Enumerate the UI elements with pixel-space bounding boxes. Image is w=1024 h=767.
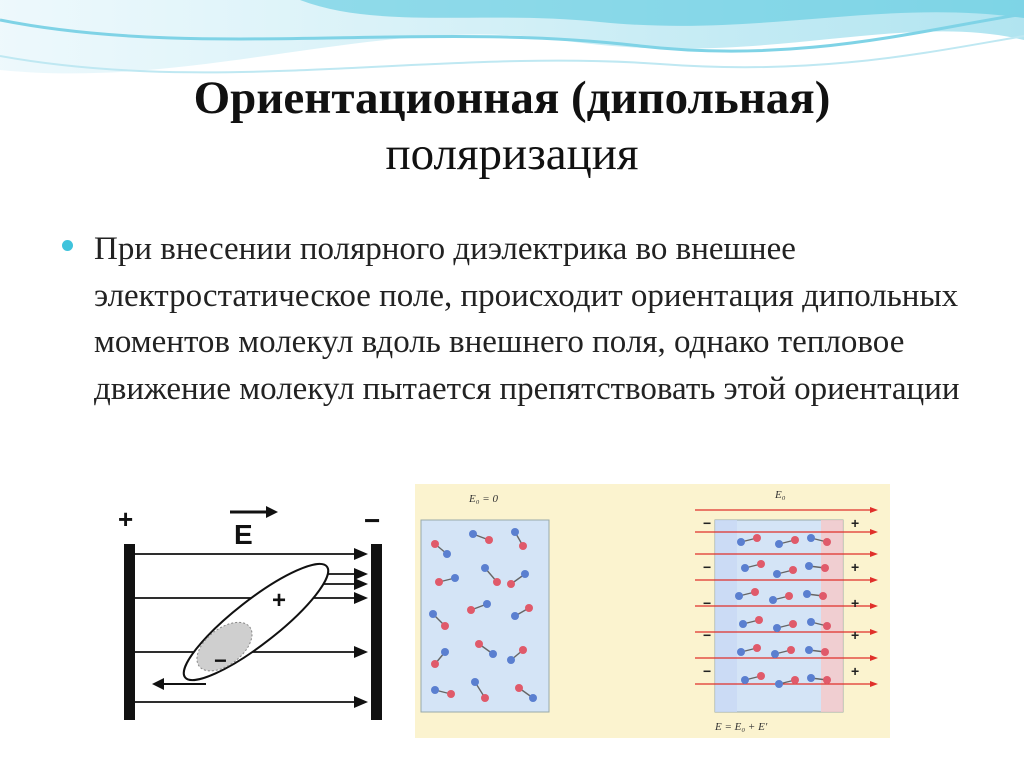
bullet-text: При внесении полярного диэлектрика во внешнее электростатическое поле, происходит ориентация дипольных моментов молекул вдоль внешнего поля, однако тепловое движение молекул пытается препятствовать этой ориентации <box>94 231 960 407</box>
plate-minus-sign: − <box>364 505 381 536</box>
title-line-2: поляризация <box>385 128 639 180</box>
label-resulting-field: E = E₀ + E′ <box>715 721 768 733</box>
surface-charge-sign: − <box>703 627 712 643</box>
bullet-dot-icon <box>62 240 73 251</box>
slide-title <box>0 70 1024 182</box>
surface-charge-sign: − <box>703 559 712 575</box>
positive-plate <box>124 544 135 720</box>
surface-charge-sign: − <box>703 515 712 531</box>
surface-charge-sign: + <box>851 663 860 679</box>
surface-charge-sign: + <box>851 595 860 611</box>
surface-charge-sign: − <box>703 663 712 679</box>
dipole-minus-sign: − <box>214 648 227 673</box>
negative-plate <box>371 544 382 720</box>
field-label: E <box>234 519 253 550</box>
plate-plus-sign: + <box>118 504 134 534</box>
surface-charge-sign: + <box>851 627 860 643</box>
label-no-field: E₀ = 0 <box>469 493 498 505</box>
dipole-between-plates-diagram <box>106 482 406 738</box>
polar-dielectric-diagram <box>415 484 890 738</box>
surface-charge-sign: − <box>703 595 712 611</box>
label-field: E₀ <box>775 489 786 501</box>
negative-surface-charge <box>715 520 737 712</box>
surface-charge-sign: + <box>851 515 860 531</box>
dipole-plus-sign: + <box>272 587 287 614</box>
positive-surface-charge <box>821 520 843 712</box>
surface-charge-sign: + <box>851 559 860 575</box>
title-line-1: Ориентационная (дипольная) <box>193 72 831 124</box>
